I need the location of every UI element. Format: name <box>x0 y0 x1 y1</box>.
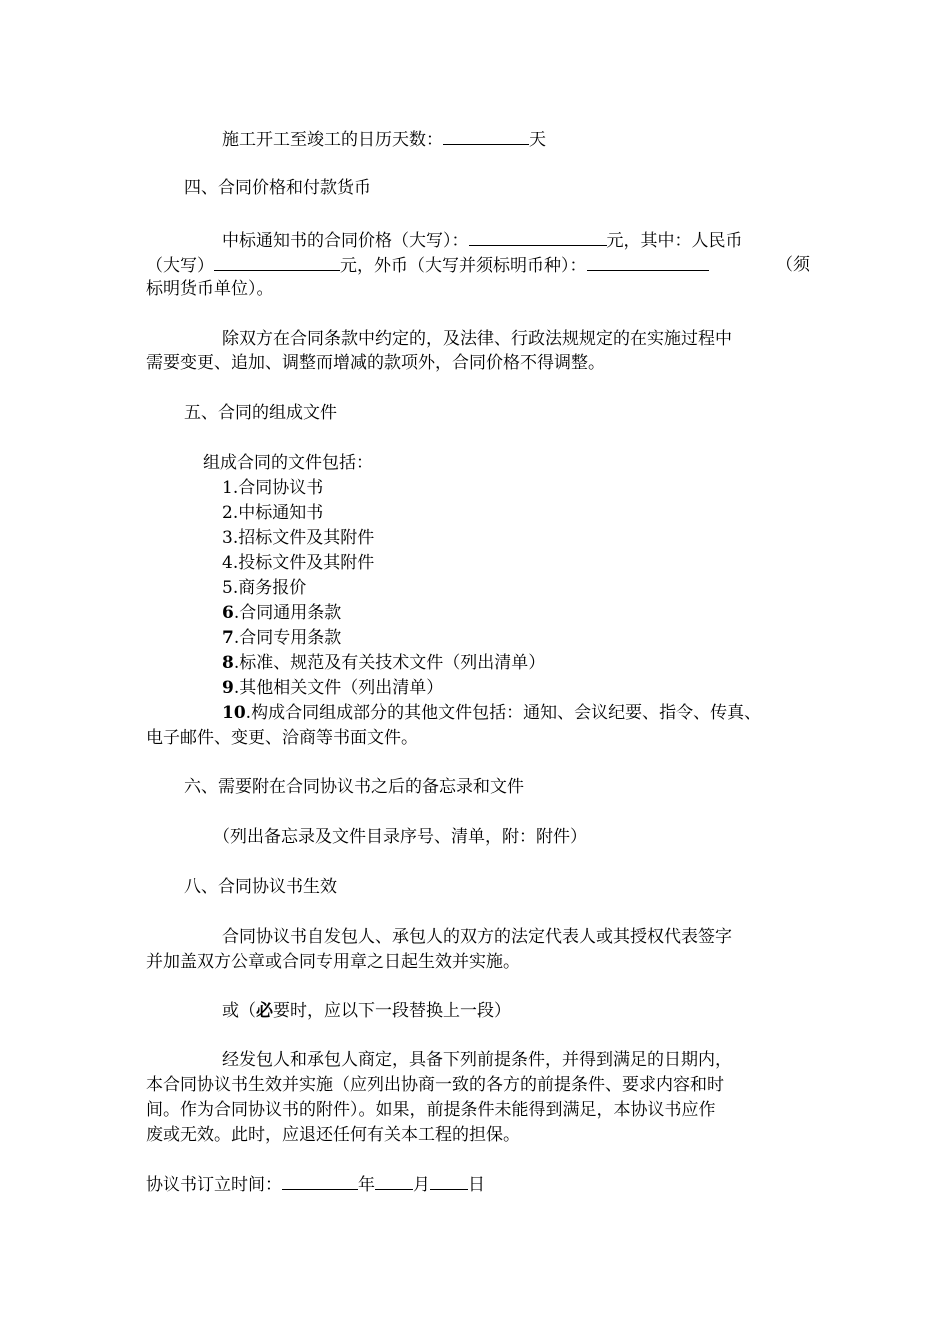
list-item <box>222 476 323 500</box>
list-item <box>222 601 341 625</box>
list-item <box>222 501 323 525</box>
alt-bold-char: 必 <box>256 1001 273 1021</box>
item-number: 6 <box>222 603 234 623</box>
section4-heading: 四、合同价格和付款货币 <box>184 178 371 198</box>
year-blank <box>282 1172 358 1190</box>
alt-rest: 要时，应以下一段替换上一段） <box>273 1001 511 1021</box>
currency-note-start: （须 <box>776 255 810 275</box>
section6-heading: 六、需要附在合同协议书之后的备忘录和文件 <box>184 777 524 797</box>
item-number: 8 <box>222 653 234 673</box>
section8-heading: 八、合同协议书生效 <box>184 877 337 897</box>
price-rmb-label: 元，其中：人民币 <box>606 231 743 251</box>
alt-open: 或（ <box>222 1001 256 1021</box>
section5-heading: 五、合同的组成文件 <box>184 403 337 423</box>
price-label: 中标通知书的合同价格（大写）： <box>222 231 469 251</box>
list-item <box>222 551 374 575</box>
list-item <box>222 526 374 550</box>
rmb-blank <box>214 253 340 271</box>
item-text: .标准、规范及有关技术文件（列出清单） <box>233 653 546 673</box>
month-blank <box>375 1172 413 1190</box>
item-number: 2 <box>222 503 233 523</box>
list-item <box>222 676 443 700</box>
list-item-continuation: 电子邮件、变更、洽商等书面文件。 <box>146 728 418 748</box>
item-number: 9 <box>222 678 234 698</box>
foreign-currency-label: 元，外币（大写并须标明币种）： <box>340 256 587 276</box>
item-text: .商务报价 <box>232 578 307 598</box>
item-number: 7 <box>222 628 234 648</box>
duration-line <box>222 127 546 152</box>
item-text: .投标文件及其附件 <box>232 553 375 573</box>
item-number: 4 <box>222 553 233 573</box>
list-item <box>222 626 341 650</box>
item-number: 1 <box>222 478 233 498</box>
price-blank <box>469 228 607 246</box>
adjust-line-2: 需要变更、追加、调整而增减的款项外，合同价格不得调整。 <box>146 353 605 373</box>
day-label: 日 <box>468 1175 485 1195</box>
item-text: .招标文件及其附件 <box>232 528 375 548</box>
list-item <box>222 651 545 675</box>
condition-line-4: 废或无效。此时，应退还任何有关本工程的担保。 <box>146 1125 520 1145</box>
price-line-1 <box>222 228 743 253</box>
foreign-blank <box>587 253 709 271</box>
item-text: .合同通用条款 <box>233 603 342 623</box>
condition-line-2: 本合同协议书生效并实施（应列出协商一致的各方的前提条件、要求内容和时 <box>146 1075 724 1095</box>
rmb-caps-label: （大写） <box>146 256 214 276</box>
section5-intro: 组成合同的文件包括： <box>203 453 373 473</box>
list-item <box>222 701 761 725</box>
item-text: .其他相关文件（列出清单） <box>233 678 444 698</box>
duration-label: 施工开工至竣工的日历天数： <box>222 130 443 150</box>
month-label: 月 <box>413 1175 430 1195</box>
item-text: .合同专用条款 <box>233 628 342 648</box>
duration-blank <box>443 127 529 145</box>
item-number: 3 <box>222 528 233 548</box>
section6-note: （列出备忘录及文件目录序号、清单，附：附件） <box>213 827 587 847</box>
item-text: .构成合同组成部分的其他文件包括：通知、会议纪要、指令、传真、 <box>245 703 762 723</box>
signing-label: 协议书订立时间： <box>146 1175 282 1195</box>
condition-line-3: 间。作为合同协议书的附件）。如果，前提条件未能得到满足，本协议书应作 <box>146 1100 716 1120</box>
duration-unit: 天 <box>529 130 546 150</box>
price-line-2 <box>146 253 810 278</box>
item-text: .中标通知书 <box>232 503 324 523</box>
item-text: .合同协议书 <box>232 478 324 498</box>
item-number: 5 <box>222 578 233 598</box>
item-number: 10 <box>222 703 246 723</box>
alternative-note <box>222 999 511 1023</box>
list-item <box>222 576 306 600</box>
price-line-3: 标明货币单位）。 <box>146 279 274 299</box>
signing-date-line <box>146 1172 485 1197</box>
adjust-line-1: 除双方在合同条款中约定的，及法律、行政法规规定的在实施过程中 <box>222 329 732 349</box>
effect-line-2: 并加盖双方公章或合同专用章之日起生效并实施。 <box>146 952 520 972</box>
year-label: 年 <box>358 1175 375 1195</box>
day-blank <box>430 1172 468 1190</box>
condition-line-1: 经发包人和承包人商定，具备下列前提条件，并得到满足的日期内， <box>222 1050 732 1070</box>
effect-line-1: 合同协议书自发包人、承包人的双方的法定代表人或其授权代表签字 <box>222 927 732 947</box>
